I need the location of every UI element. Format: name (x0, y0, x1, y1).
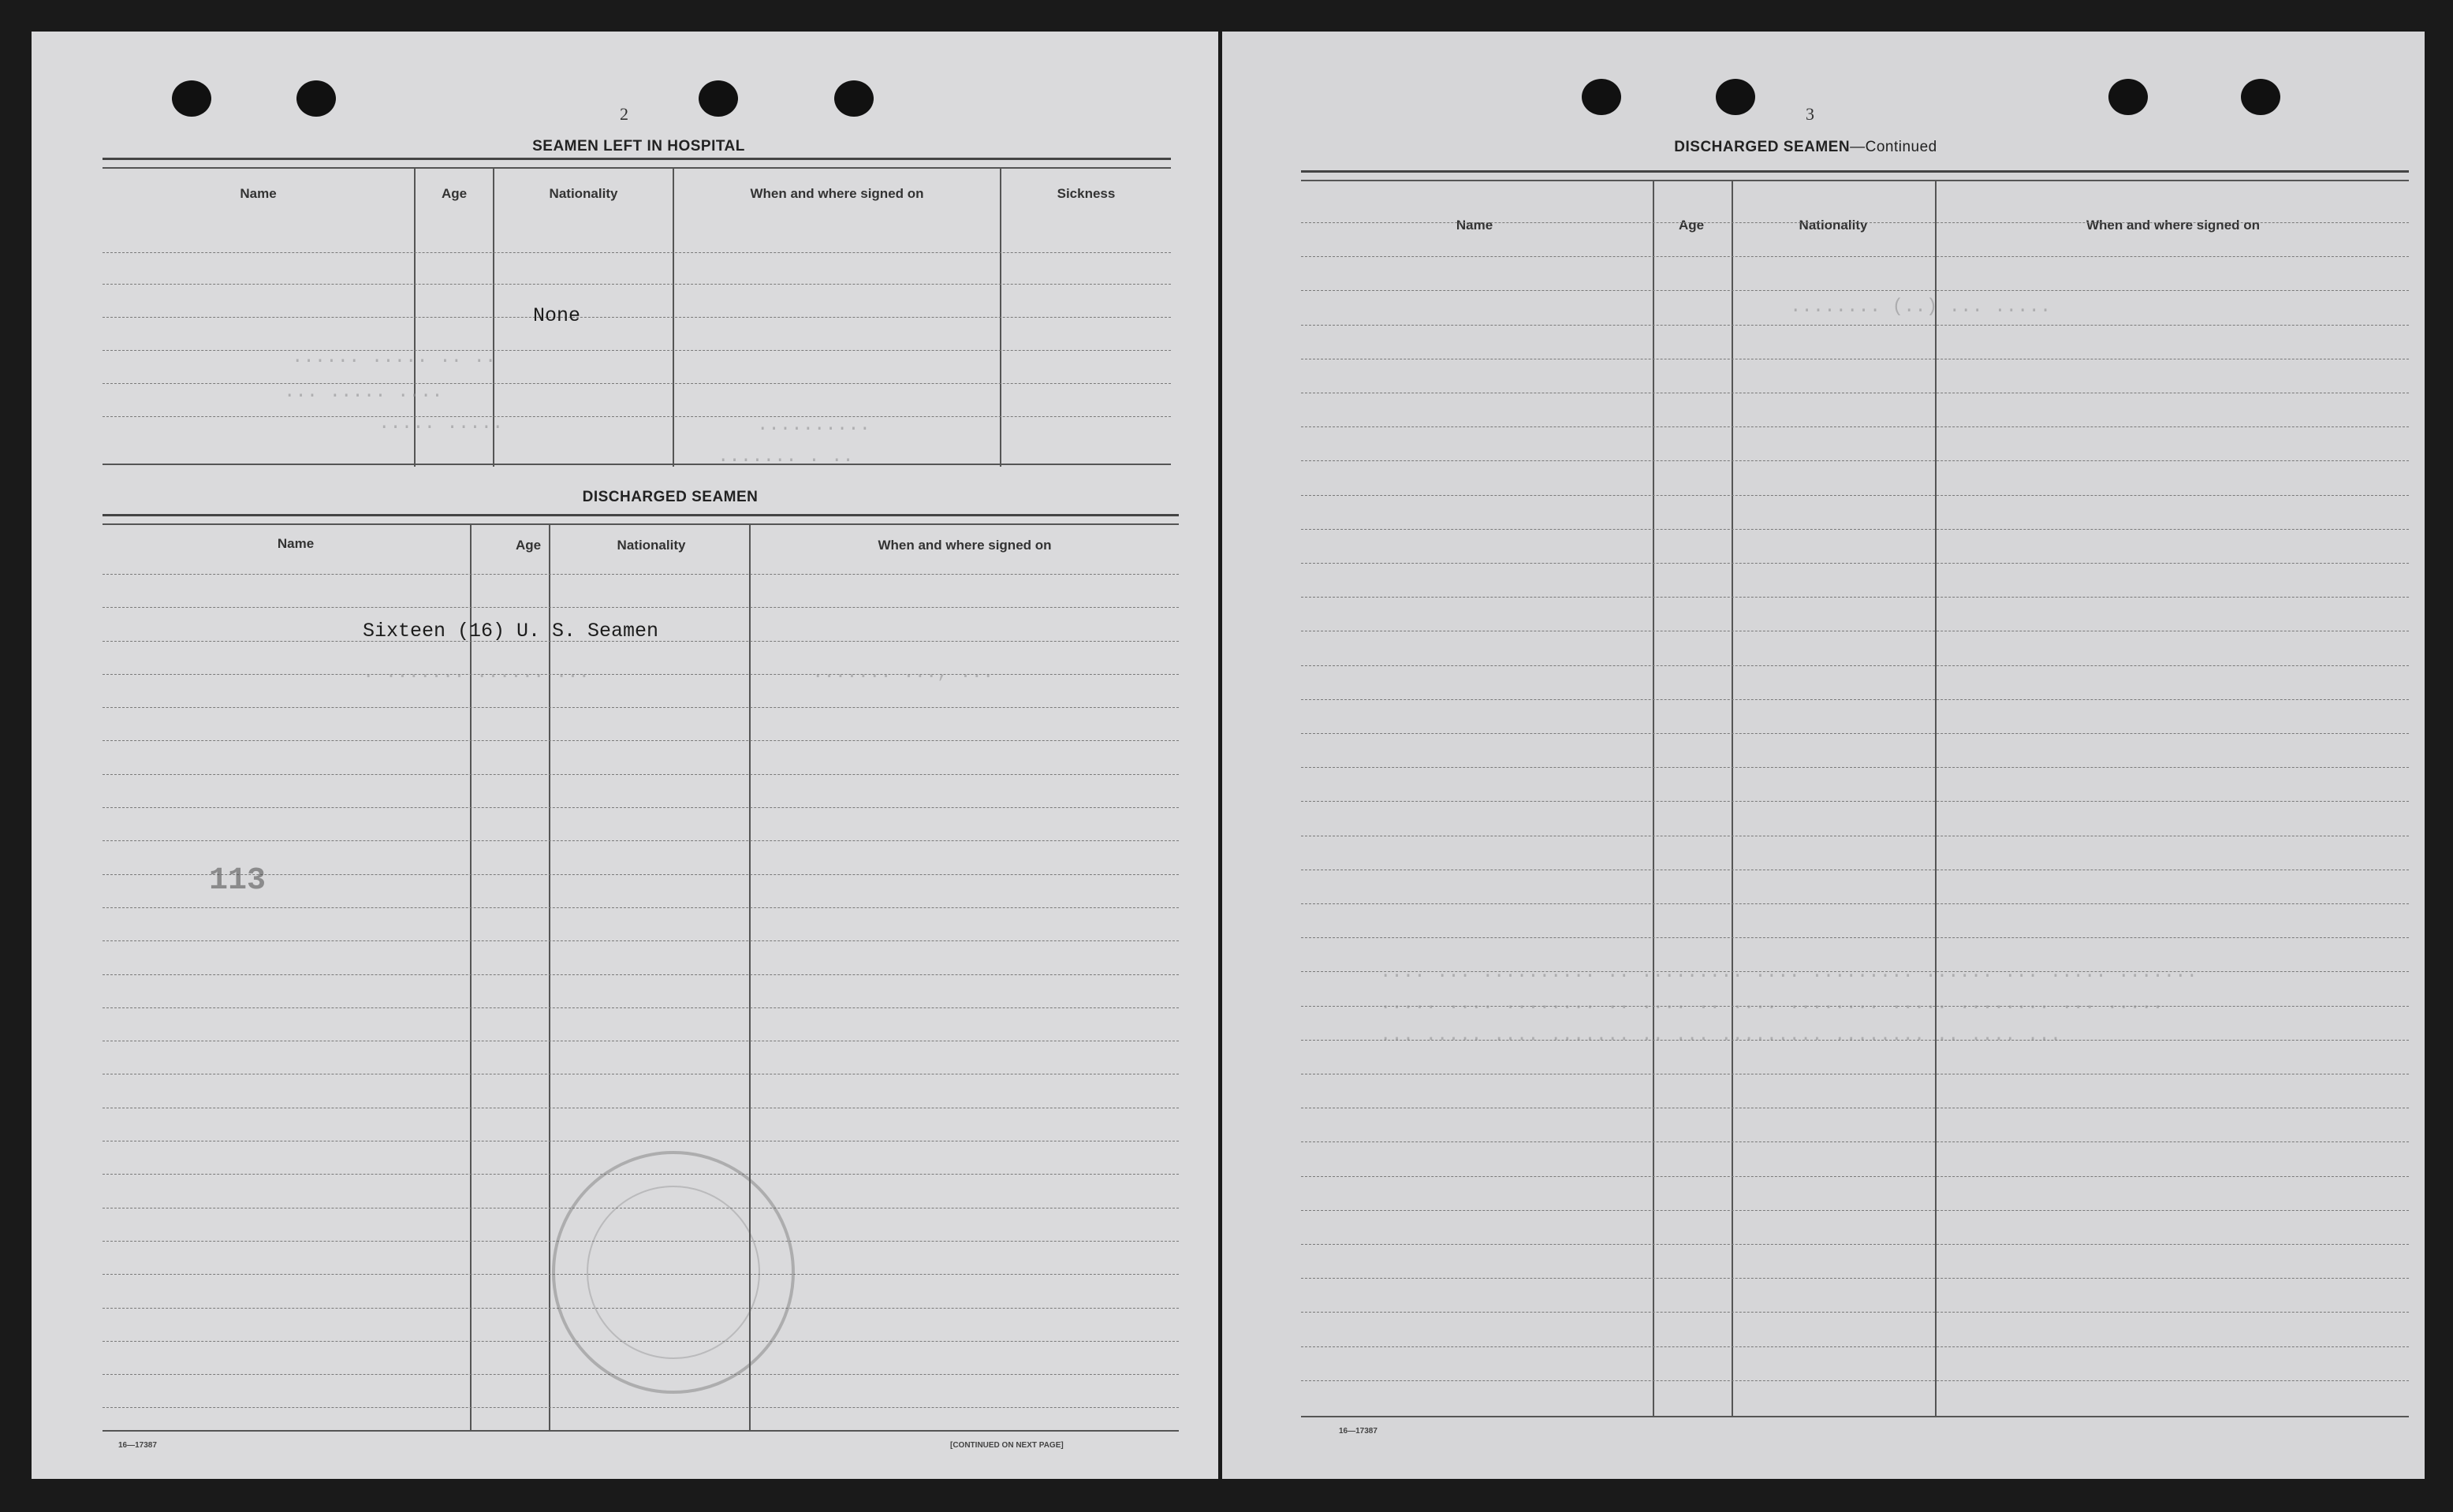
section-title-suffix: —Continued (1850, 139, 1937, 155)
page-number: 2 (620, 104, 628, 124)
col-header-name: Name (277, 536, 315, 551)
row-line (1301, 460, 2409, 461)
bleed-through-text: ...... ..... .. .. (292, 347, 497, 368)
row-line (103, 1407, 1179, 1408)
col-header-name: Name (240, 186, 277, 201)
stamp-number: 113 (209, 863, 267, 899)
row-line (103, 607, 1179, 608)
hospital-entry: None (533, 304, 581, 327)
row-line (1301, 1141, 2409, 1142)
row-line (1301, 903, 2409, 904)
row-line (1301, 222, 2409, 223)
row-line (1301, 767, 2409, 768)
discharged-entry: Sixteen (16) U. S. Seamen (363, 620, 659, 642)
col-header-signed-on: When and where signed on (878, 538, 1052, 553)
row-line (1301, 1312, 2409, 1313)
punch-hole-icon (172, 80, 211, 117)
row-line (1301, 665, 2409, 666)
row-line (1301, 937, 2409, 938)
punch-hole-icon (296, 80, 336, 117)
row-line (1301, 1244, 2409, 1245)
row-line (103, 974, 1179, 975)
row-line (103, 907, 1179, 908)
row-line (1301, 733, 2409, 734)
bleed-through-text: . ....... ...... ... (363, 662, 591, 683)
form-number: 16—17387 (118, 1441, 157, 1450)
row-line (103, 740, 1179, 741)
page-number: 3 (1806, 104, 1814, 124)
row-line (103, 674, 1179, 675)
left-page (32, 32, 1218, 1479)
col-header-age: Age (441, 186, 468, 201)
bleed-through-text: .......... (757, 415, 871, 436)
row-line (1301, 426, 2409, 427)
form-number: 16—17387 (1339, 1427, 1377, 1436)
row-line (1301, 256, 2409, 257)
col-header-name: Name (1456, 218, 1493, 233)
bleed-through-text: ....... . .. (718, 446, 854, 467)
row-line (1301, 1346, 2409, 1347)
hospital-top-rule (103, 158, 1171, 160)
row-line (103, 840, 1179, 841)
row-line (1301, 1278, 2409, 1279)
row-line (103, 1007, 1179, 1008)
col-header-age: Age (1678, 218, 1705, 233)
col-header-age: Age (515, 538, 542, 553)
hospital-section-title: SEAMEN LEFT IN HOSPITAL (532, 138, 745, 155)
row-line (1301, 699, 2409, 700)
row-line (1301, 290, 2409, 291)
col-header-sickness: Sickness (1057, 186, 1116, 201)
bleed-through-text: ... ..... .... (284, 382, 443, 403)
row-line (1301, 495, 2409, 496)
punch-hole-icon (699, 80, 738, 117)
section-title-main: DISCHARGED SEAMEN (1674, 139, 1851, 155)
col-header-nationality: Nationality (1799, 218, 1868, 233)
bleed-through-text: ........ (..) ... ..... (1790, 296, 2052, 318)
row-line (103, 707, 1179, 708)
row-line (1301, 597, 2409, 598)
punch-hole-icon (834, 80, 874, 117)
punch-hole-icon (2241, 79, 2280, 115)
row-line (1301, 563, 2409, 564)
row-line (1301, 529, 2409, 530)
continued-note: [CONTINUED ON NEXT PAGE] (950, 1441, 1064, 1450)
row-line (1301, 1380, 2409, 1381)
right-page (1222, 32, 2425, 1479)
col-header-nationality: Nationality (617, 538, 686, 553)
discharged-continued-title (1538, 139, 2074, 156)
row-line (1301, 1176, 2409, 1177)
row-line (103, 574, 1179, 575)
punch-hole-icon (1716, 79, 1755, 115)
row-line (103, 940, 1179, 941)
row-line (1301, 325, 2409, 326)
bleed-through-text: ..... ..... (378, 413, 504, 434)
col-header-nationality: Nationality (549, 186, 618, 201)
discharged-section-title: DISCHARGED SEAMEN (582, 489, 759, 505)
row-line (1301, 1210, 2409, 1211)
punch-hole-icon (1582, 79, 1621, 115)
customs-stamp (552, 1151, 795, 1394)
row-line (1301, 801, 2409, 802)
bleed-through-text: ..... .... ........ .. .... .. .... ........ ..... ........ ... ..... (1380, 993, 2164, 1015)
col-header-signed-on: When and where signed on (750, 186, 924, 201)
bleed-through-text: .... ... .......... .. ......... .... ......... ...... ... ..... ....... (1380, 962, 2198, 983)
col-header-signed-on: When and where signed on (2086, 218, 2261, 233)
bleed-through-text: ....... ..., ... (812, 662, 994, 683)
row-line (103, 807, 1179, 808)
bleed-through-text: ... ..... .... ....... .. ... ......... ........ .. .... ... (1380, 1025, 2062, 1046)
punch-hole-icon (2108, 79, 2148, 115)
row-line (103, 774, 1179, 775)
